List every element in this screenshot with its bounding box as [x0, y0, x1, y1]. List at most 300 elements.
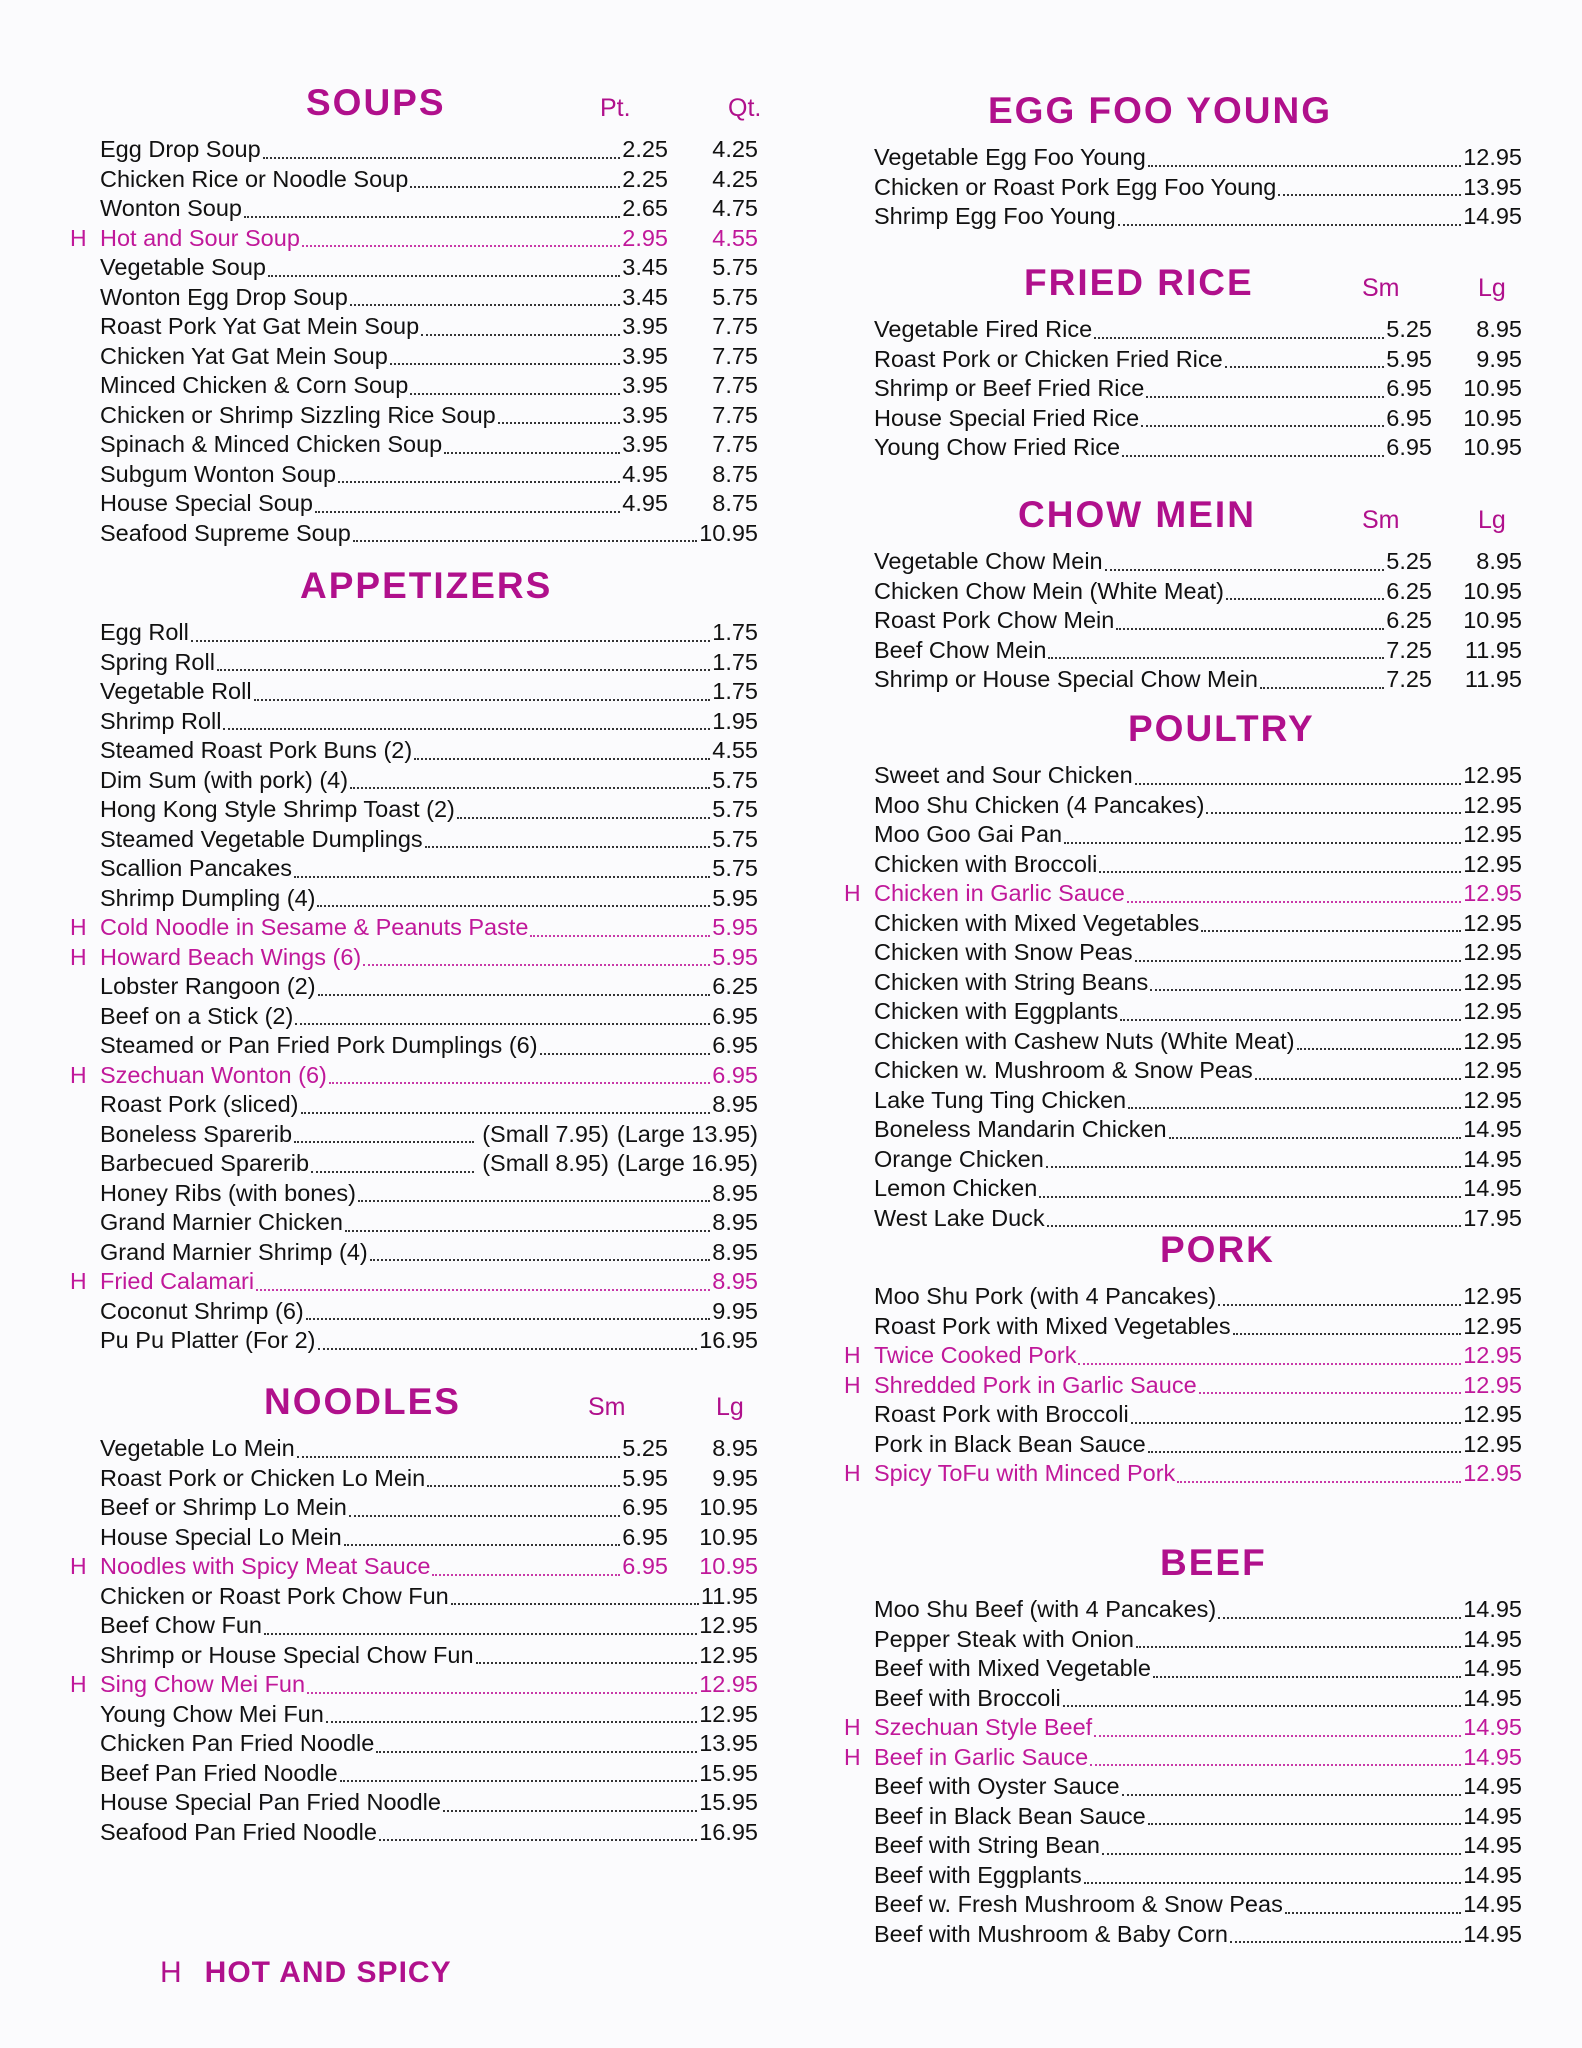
item-name: Shrimp Roll — [100, 707, 222, 734]
menu-item — [68, 1583, 758, 1613]
price: 7.75 — [712, 313, 758, 339]
menu-item — [842, 1862, 1522, 1892]
menu-item — [842, 1087, 1522, 1117]
price-small: 3.95 — [622, 401, 668, 428]
item-name: Vegetable Egg Foo Young — [874, 144, 1146, 170]
price-small: 3.45 — [622, 283, 668, 310]
menu-item — [68, 254, 758, 284]
price: 1.95 — [712, 707, 758, 734]
price: 10.95 — [1463, 375, 1522, 401]
section-header — [68, 82, 762, 136]
price: 12.95 — [1463, 1371, 1522, 1398]
price: 5.75 — [712, 766, 758, 793]
price-small: 7.25 — [1386, 636, 1432, 663]
price: 12.95 — [1463, 144, 1522, 170]
item-name: Chicken or Shrimp Sizzling Rice Soup — [100, 401, 496, 428]
dot-leader — [191, 640, 710, 642]
dot-leader — [340, 1780, 697, 1782]
price-small: 3.95 — [622, 372, 668, 398]
menu-item — [842, 1891, 1522, 1921]
dot-leader — [301, 1112, 711, 1114]
menu-item — [68, 490, 758, 520]
item-name: Shrimp Egg Foo Young — [874, 203, 1116, 229]
item-name: Pu Pu Platter (For 2) — [100, 1327, 316, 1353]
price: 11.95 — [700, 1582, 758, 1609]
section-title: SOUPS — [306, 82, 446, 123]
menu-item — [842, 969, 1522, 999]
price: 12.95 — [699, 1612, 758, 1638]
price: 5.75 — [712, 796, 758, 822]
item-name: Beef with Mixed Vegetable — [874, 1655, 1151, 1681]
price: 4.55 — [712, 737, 758, 763]
item-name: Boneless Mandarin Chicken — [874, 1116, 1167, 1142]
price: 5.75 — [712, 254, 758, 280]
section-title: BEEF — [1160, 1542, 1267, 1583]
hot-and-spicy-label: HOT AND SPICY — [204, 1956, 452, 1989]
item-name: Beef with Oyster Sauce — [874, 1773, 1120, 1799]
item-name: Pepper Steak with Onion — [874, 1625, 1134, 1652]
menu-item — [68, 1239, 758, 1269]
menu-item — [68, 1494, 758, 1524]
price: 12.95 — [1463, 1401, 1522, 1427]
menu-item — [68, 520, 758, 550]
menu-item — [68, 1209, 758, 1239]
item-name: Minced Chicken & Corn Soup — [100, 372, 409, 398]
dot-leader — [476, 1662, 698, 1664]
item-name: Steamed Vegetable Dumplings — [100, 825, 423, 852]
item-name: Vegetable Soup — [100, 254, 266, 280]
item-name: Roast Pork or Chicken Lo Mein — [100, 1464, 426, 1491]
price: 14.95 — [1463, 203, 1522, 229]
column-header: Lg — [716, 1393, 744, 1421]
section-egg-foo-young — [842, 90, 1522, 233]
dot-leader — [425, 846, 711, 848]
price: 12.95 — [1463, 939, 1522, 965]
item-name: Beef in Black Bean Sauce — [874, 1802, 1146, 1829]
dot-leader — [1148, 165, 1461, 167]
menu-item — [68, 1032, 758, 1062]
menu-item — [68, 1327, 758, 1357]
item-name: Szechuan Style Beef — [874, 1714, 1093, 1740]
price: (Large 13.95) — [616, 1120, 758, 1147]
section-header — [842, 494, 1522, 548]
price: 14.95 — [1463, 1714, 1522, 1740]
dot-leader — [1141, 425, 1384, 427]
dot-leader — [307, 1692, 697, 1694]
price: 10.95 — [1463, 577, 1522, 604]
dot-leader — [326, 1721, 697, 1723]
item-name: Egg Drop Soup — [100, 136, 261, 162]
item-name: House Special Soup — [100, 490, 313, 516]
hot-spicy-mark: H — [844, 1714, 861, 1740]
item-name: Twice Cooked Pork — [874, 1342, 1077, 1368]
dot-leader — [350, 787, 710, 789]
menu-item — [68, 1789, 758, 1819]
dot-leader — [1039, 1196, 1461, 1198]
hot-spicy-mark: H — [844, 880, 861, 906]
price: 9.95 — [712, 1464, 758, 1491]
dot-leader — [390, 363, 620, 365]
price: 14.95 — [1463, 1116, 1522, 1142]
item-name: Moo Goo Gai Pan — [874, 821, 1063, 847]
menu-item — [842, 1714, 1522, 1744]
menu-item — [842, 792, 1522, 822]
menu-item — [68, 431, 758, 461]
hot-spicy-mark: H — [70, 1268, 87, 1294]
section-header — [842, 1229, 1522, 1283]
menu-item — [842, 203, 1522, 233]
hot-and-spicy-legend — [160, 1956, 452, 1990]
price: 12.95 — [1463, 791, 1522, 818]
dot-leader — [1136, 1646, 1461, 1648]
item-name: Shrimp or Beef Fried Rice — [874, 375, 1145, 401]
price: 16.95 — [699, 1327, 758, 1353]
dot-leader — [1135, 783, 1462, 785]
price: 7.75 — [712, 431, 758, 457]
column-header: Pt. — [600, 94, 631, 122]
dot-leader — [223, 728, 710, 730]
price: 10.95 — [1463, 607, 1522, 633]
item-name: Beef with String Bean — [874, 1832, 1100, 1858]
price: 14.95 — [1463, 1743, 1522, 1770]
menu-item — [842, 1342, 1522, 1372]
item-name: Coconut Shrimp (6) — [100, 1297, 304, 1324]
menu-item — [842, 1921, 1522, 1951]
price: 5.95 — [712, 943, 758, 970]
price: 14.95 — [1463, 1145, 1522, 1172]
price: 8.95 — [1476, 548, 1522, 574]
section-title: APPETIZERS — [300, 565, 553, 606]
dot-leader — [421, 334, 620, 336]
menu-item — [68, 225, 758, 255]
item-name: Beef with Eggplants — [874, 1861, 1082, 1888]
section-header — [68, 565, 758, 619]
price: 15.95 — [699, 1789, 758, 1815]
price-small: 2.65 — [622, 195, 668, 221]
menu-item — [68, 944, 758, 974]
column-header: Sm — [588, 1393, 626, 1421]
price-small: 6.95 — [622, 1494, 668, 1520]
dot-leader — [349, 1515, 620, 1517]
item-name: Cold Noodle in Sesame & Peanuts Paste — [100, 914, 529, 940]
menu-item — [68, 885, 758, 915]
dot-leader — [1078, 1363, 1461, 1365]
price-small: (Small 8.95) — [482, 1150, 609, 1176]
item-name: Chicken with Eggplants — [874, 998, 1119, 1024]
menu-item — [842, 666, 1522, 696]
item-name: House Special Fried Rice — [874, 404, 1140, 431]
section-pork — [842, 1229, 1522, 1490]
item-name: Steamed or Pan Fried Pork Dumplings (6) — [100, 1032, 538, 1058]
price-small: 4.95 — [622, 460, 668, 487]
price: 14.95 — [1463, 1596, 1522, 1622]
item-name: Beef with Broccoli — [874, 1684, 1061, 1711]
dot-leader — [297, 1456, 621, 1458]
dot-leader — [329, 1082, 710, 1084]
section-beef — [842, 1542, 1522, 1950]
item-name: Beef with Mushroom & Baby Corn — [874, 1920, 1228, 1947]
dot-leader — [294, 876, 710, 878]
item-name: Roast Pork Yat Gat Mein Soup — [100, 313, 420, 339]
item-name: Egg Roll — [100, 619, 189, 645]
dot-leader — [1099, 871, 1461, 873]
price: 5.75 — [712, 283, 758, 310]
menu-item — [842, 880, 1522, 910]
price: 15.95 — [699, 1759, 758, 1786]
price-small: 3.45 — [622, 254, 668, 280]
item-name: Roast Pork with Mixed Vegetables — [874, 1312, 1231, 1339]
menu-item — [842, 1372, 1522, 1402]
item-name: Shrimp Dumpling (4) — [100, 884, 316, 911]
menu-item — [68, 1819, 758, 1849]
menu-item — [68, 1612, 758, 1642]
item-name: Lake Tung Ting Chicken — [874, 1086, 1127, 1113]
section-header — [842, 1542, 1522, 1596]
price: 8.75 — [712, 490, 758, 516]
item-name: Chicken or Roast Pork Chow Fun — [100, 1582, 449, 1609]
item-name: Dim Sum (with pork) (4) — [100, 766, 349, 793]
dot-leader — [414, 758, 710, 760]
price: 14.95 — [1463, 1802, 1522, 1829]
item-name: Chicken in Garlic Sauce — [874, 880, 1125, 906]
item-name: Honey Ribs (with bones) — [100, 1179, 356, 1206]
dot-leader — [264, 1633, 697, 1635]
price: 4.25 — [712, 165, 758, 192]
item-name: Vegetable Fired Rice — [874, 316, 1093, 342]
item-name: Spicy ToFu with Minced Pork — [874, 1460, 1176, 1486]
item-name: Chicken Pan Fried Noodle — [100, 1730, 375, 1756]
dot-leader — [350, 304, 620, 306]
dot-leader — [311, 1171, 474, 1173]
item-name: Young Chow Mei Fun — [100, 1700, 324, 1727]
menu-item — [842, 939, 1522, 969]
price-small: 5.95 — [1386, 345, 1432, 372]
dot-leader — [1255, 1078, 1461, 1080]
menu-item — [842, 998, 1522, 1028]
price: 7.75 — [712, 342, 758, 369]
menu-item — [842, 405, 1522, 435]
dot-leader — [1118, 224, 1461, 226]
price: 14.95 — [1463, 1625, 1522, 1652]
price: 10.95 — [1463, 404, 1522, 431]
price: 11.95 — [1464, 636, 1522, 663]
item-name: Roast Pork or Chicken Fried Rice — [874, 345, 1223, 372]
dot-leader — [1169, 1137, 1462, 1139]
dot-leader — [530, 935, 710, 937]
dot-leader — [1206, 812, 1461, 814]
price: 9.95 — [1476, 345, 1522, 372]
item-name: Beef on a Stick (2) — [100, 1002, 294, 1029]
price: 12.95 — [1463, 850, 1522, 877]
dot-leader — [1094, 337, 1384, 339]
item-name: Lobster Rangoon (2) — [100, 973, 316, 999]
item-name: Chicken with String Beans — [874, 968, 1149, 995]
item-name: Spinach & Minced Chicken Soup — [100, 431, 443, 457]
price: 11.95 — [1464, 666, 1522, 692]
hot-spicy-mark: H — [844, 1743, 861, 1770]
dot-leader — [1084, 1882, 1461, 1884]
dot-leader — [1153, 1676, 1461, 1678]
price-small: 5.95 — [622, 1464, 668, 1491]
price: 14.95 — [1463, 1832, 1522, 1858]
menu-item — [68, 973, 758, 1003]
menu-item — [68, 1121, 758, 1151]
dot-leader — [1094, 1735, 1461, 1737]
dot-leader — [1063, 1705, 1461, 1707]
menu-item — [68, 461, 758, 491]
column-header: Sm — [1362, 274, 1400, 302]
item-name: Moo Shu Chicken (4 Pancakes) — [874, 791, 1205, 818]
dot-leader — [1102, 1853, 1461, 1855]
dot-leader — [1105, 569, 1385, 571]
dot-leader — [302, 245, 620, 247]
item-name: Chicken Yat Gat Mein Soup — [100, 342, 388, 369]
price: 16.95 — [699, 1818, 758, 1845]
menu-item — [842, 144, 1522, 174]
section-poultry — [842, 708, 1522, 1234]
menu-item — [842, 548, 1522, 578]
dot-leader — [295, 1023, 710, 1025]
item-name: Young Chow Fried Rice — [874, 434, 1121, 460]
menu-item — [842, 1028, 1522, 1058]
item-name: Beef or Shrimp Lo Mein — [100, 1494, 347, 1520]
price: 10.95 — [699, 1523, 758, 1550]
dot-leader — [540, 1053, 711, 1055]
hot-spicy-mark: H — [70, 1061, 87, 1088]
dot-leader — [254, 699, 711, 701]
hot-spicy-mark: H — [844, 1371, 861, 1398]
menu-item — [68, 166, 758, 196]
section-soups — [68, 82, 762, 549]
item-name: Seafood Pan Fried Noodle — [100, 1818, 377, 1845]
price: 12.95 — [699, 1671, 758, 1697]
item-name: Steamed Roast Pork Buns (2) — [100, 737, 413, 763]
item-name: Howard Beach Wings (6) — [100, 943, 362, 970]
menu-item — [842, 1116, 1522, 1146]
dot-leader — [1225, 366, 1385, 368]
dot-leader — [1120, 1019, 1461, 1021]
section-chow-mein — [842, 494, 1522, 696]
price: 12.95 — [1463, 1283, 1522, 1309]
menu-item — [68, 1435, 758, 1465]
menu-item — [68, 195, 758, 225]
menu-item — [842, 174, 1522, 204]
section-title: FRIED RICE — [1024, 262, 1254, 303]
item-name: House Special Pan Fried Noodle — [100, 1789, 441, 1815]
price: 8.95 — [1476, 316, 1522, 342]
price: 12.95 — [1463, 1086, 1522, 1113]
price-small: 6.95 — [1386, 434, 1432, 460]
item-name: Chicken Rice or Noodle Soup — [100, 165, 409, 192]
dot-leader — [344, 1544, 621, 1546]
item-name: Subgum Wonton Soup — [100, 460, 337, 487]
dot-leader — [1090, 1764, 1461, 1766]
menu-item — [68, 678, 758, 708]
dot-leader — [432, 1574, 620, 1576]
price: 12.95 — [1463, 1057, 1522, 1083]
price: 12.95 — [1463, 1342, 1522, 1368]
price: 5.75 — [712, 855, 758, 881]
price: 8.75 — [712, 460, 758, 487]
menu-item — [842, 434, 1522, 464]
menu-item — [68, 1268, 758, 1298]
price: 14.95 — [1463, 1920, 1522, 1947]
price: 13.95 — [699, 1730, 758, 1756]
price: 1.75 — [712, 648, 758, 675]
item-name: Roast Pork (sliced) — [100, 1091, 299, 1117]
item-name: House Special Lo Mein — [100, 1523, 342, 1550]
price: 12.95 — [1463, 998, 1522, 1024]
dot-leader — [443, 1810, 697, 1812]
dot-leader — [1135, 960, 1462, 962]
dot-leader — [1116, 628, 1384, 630]
menu-item — [842, 316, 1522, 346]
item-name: Orange Chicken — [874, 1145, 1044, 1172]
dot-leader — [345, 1230, 710, 1232]
section-header — [842, 708, 1522, 762]
price: 8.95 — [712, 1435, 758, 1461]
menu-item — [842, 1283, 1522, 1313]
menu-item — [842, 821, 1522, 851]
item-name: Moo Shu Beef (with 4 Pancakes) — [874, 1596, 1217, 1622]
item-name: Chicken with Broccoli — [874, 850, 1098, 877]
dot-leader — [1148, 1451, 1461, 1453]
dot-leader — [306, 1318, 711, 1320]
item-name: Chicken Chow Mein (White Meat) — [874, 577, 1224, 604]
menu-item — [842, 1803, 1522, 1833]
price: 12.95 — [1463, 1027, 1522, 1054]
price-small: 6.95 — [622, 1523, 668, 1550]
item-name: Roast Pork with Broccoli — [874, 1401, 1129, 1427]
dot-leader — [379, 1839, 697, 1841]
menu-item — [842, 1832, 1522, 1862]
dot-leader — [256, 1289, 710, 1291]
price: 5.75 — [712, 825, 758, 852]
price: 14.95 — [1463, 1655, 1522, 1681]
menu-item — [68, 1003, 758, 1033]
section-noodles — [68, 1381, 758, 1848]
dot-leader — [244, 216, 620, 218]
price: 8.95 — [712, 1209, 758, 1235]
dot-leader — [317, 905, 710, 907]
dot-leader — [1177, 1481, 1461, 1483]
dot-leader — [444, 452, 620, 454]
item-name: Vegetable Lo Mein — [100, 1435, 295, 1461]
menu-item — [842, 851, 1522, 881]
dot-leader — [1046, 1166, 1461, 1168]
price: 6.95 — [712, 1061, 758, 1088]
dot-leader — [457, 817, 710, 819]
section-title: PORK — [1160, 1229, 1275, 1270]
price-small: 5.25 — [622, 1435, 668, 1461]
dot-leader — [1297, 1048, 1462, 1050]
item-name: Shrimp or House Special Chow Fun — [100, 1641, 474, 1668]
menu-item — [68, 1553, 758, 1583]
item-name: Barbecued Sparerib — [100, 1150, 310, 1176]
menu-item — [842, 375, 1522, 405]
menu-item — [842, 1175, 1522, 1205]
dot-leader — [1148, 1823, 1461, 1825]
dot-leader — [294, 1141, 474, 1143]
menu-item — [68, 1642, 758, 1672]
menu-item — [842, 1655, 1522, 1685]
section-header — [68, 1381, 758, 1435]
price-small: 6.95 — [622, 1553, 668, 1579]
dot-leader — [370, 1259, 711, 1261]
menu-item — [842, 910, 1522, 940]
price: 6.95 — [712, 1002, 758, 1029]
dot-leader — [1285, 1912, 1461, 1914]
